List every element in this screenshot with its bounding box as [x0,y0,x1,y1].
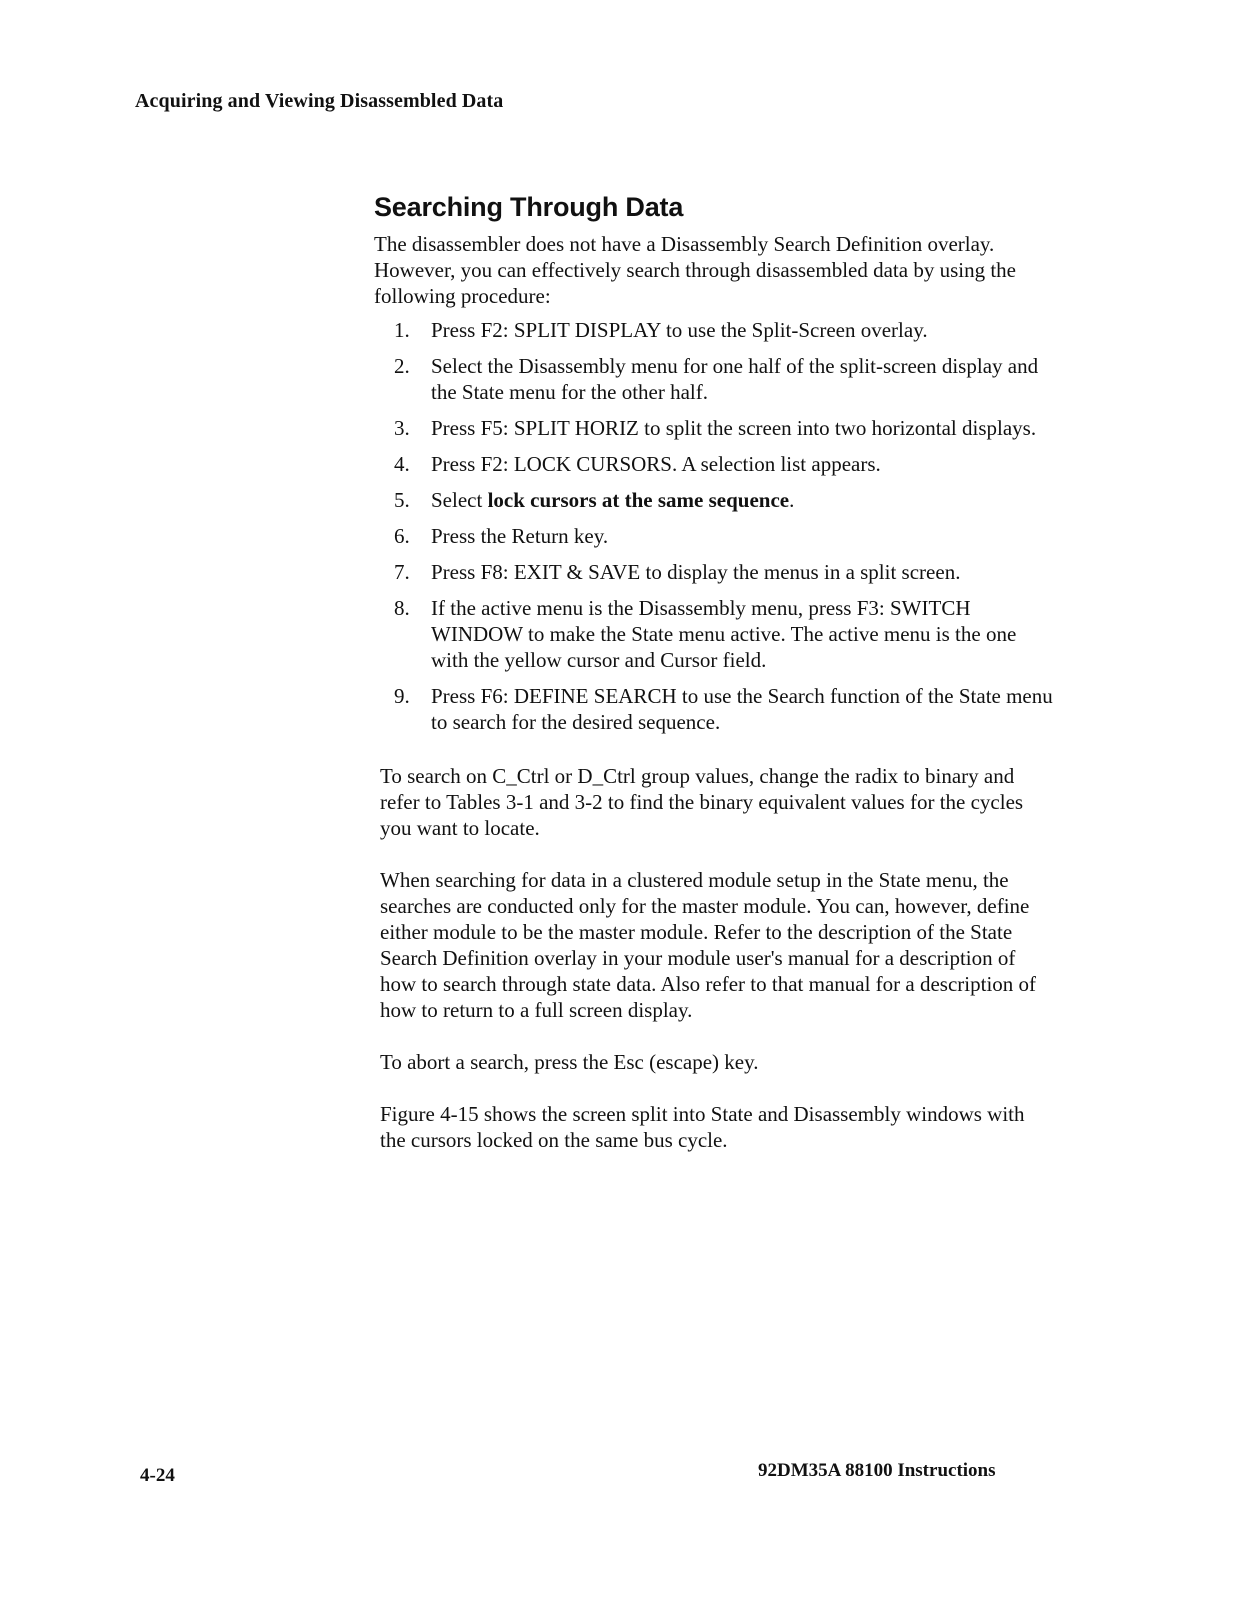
step-number: 3. [394,416,410,440]
step-text: Press F6: DEFINE SEARCH to use the Search function of the State menu to search for the desired sequence. [431,684,1053,734]
step-text-post: . [789,488,795,512]
body-paragraphs [374,763,1054,1153]
list-item [374,317,1054,343]
step-text: Press F2: LOCK CURSORS. A selection list appears. [431,452,881,476]
step-number: 9. [394,684,410,708]
section-title: Searching Through Data [374,192,684,222]
page-number: 4-24 [140,1465,175,1486]
list-item [374,451,1054,477]
step-number: 5. [394,488,410,512]
manual-title: 92DM35A 88100 Instructions [758,1460,996,1481]
ctrl-search-paragraph: To search on C_Ctrl or D_Ctrl group values, change the radix to binary and refer to Tables 3-1 and 3-2 to find the binary equivalent values for the cycles you want to locate. [380,764,1024,840]
step-text: Select the Disassembly menu for one half of the split-screen display and the State menu for the other half. [431,354,1039,404]
step-number: 8. [394,596,410,620]
list-item [374,415,1054,441]
step-text: Press F8: EXIT & SAVE to display the menus in a split screen. [431,560,961,584]
procedure-steps [374,317,1054,735]
step-number: 7. [394,560,410,584]
figure-reference-paragraph: Figure 4-15 shows the screen split into State and Disassembly windows with the cursors locked on the same bus cycle. [380,1102,1025,1152]
list-item [374,683,1054,735]
step-number: 1. [394,318,410,342]
step-text: Press the Return key. [431,524,609,548]
step-number: 2. [394,354,410,378]
list-item [374,353,1054,405]
list-item [374,559,1054,585]
list-item [374,595,1054,673]
clustered-module-paragraph: When searching for data in a clustered module setup in the State menu, the searches are conducted only for the master module. You can, however, define either module to be the master module. Refer to the description of the State Search Definition overlay in your module user's manual for a description of how to search through state data. Also refer to that manual for a description of how to return to a full screen display. [380,868,1037,1022]
step-text: Press F5: SPLIT HORIZ to split the screen into two horizontal displays. [431,416,1037,440]
intro-paragraph: The disassembler does not have a Disassembly Search Definition overlay. However, you can effectively search through disassembled data by using the following procedure: [374,232,1016,308]
step-text: Press F2: SPLIT DISPLAY to use the Split-Screen overlay. [431,318,928,342]
step-text-bold: lock cursors at the same sequence [487,488,790,512]
abort-search-paragraph: To abort a search, press the Esc (escape) key. [380,1050,759,1074]
step-text: If the active menu is the Disassembly menu, press F3: SWITCH WINDOW to make the State menu active. The active menu is the one with the yellow cursor and Cursor field. [431,596,1017,672]
step-text-pre: Select [431,488,488,512]
step-number: 4. [394,452,410,476]
list-item [374,487,1054,513]
running-header: Acquiring and Viewing Disassembled Data [135,90,504,112]
step-number: 6. [394,524,410,548]
step-text [431,487,1054,513]
list-item [374,523,1054,549]
main-content [374,192,1054,1179]
